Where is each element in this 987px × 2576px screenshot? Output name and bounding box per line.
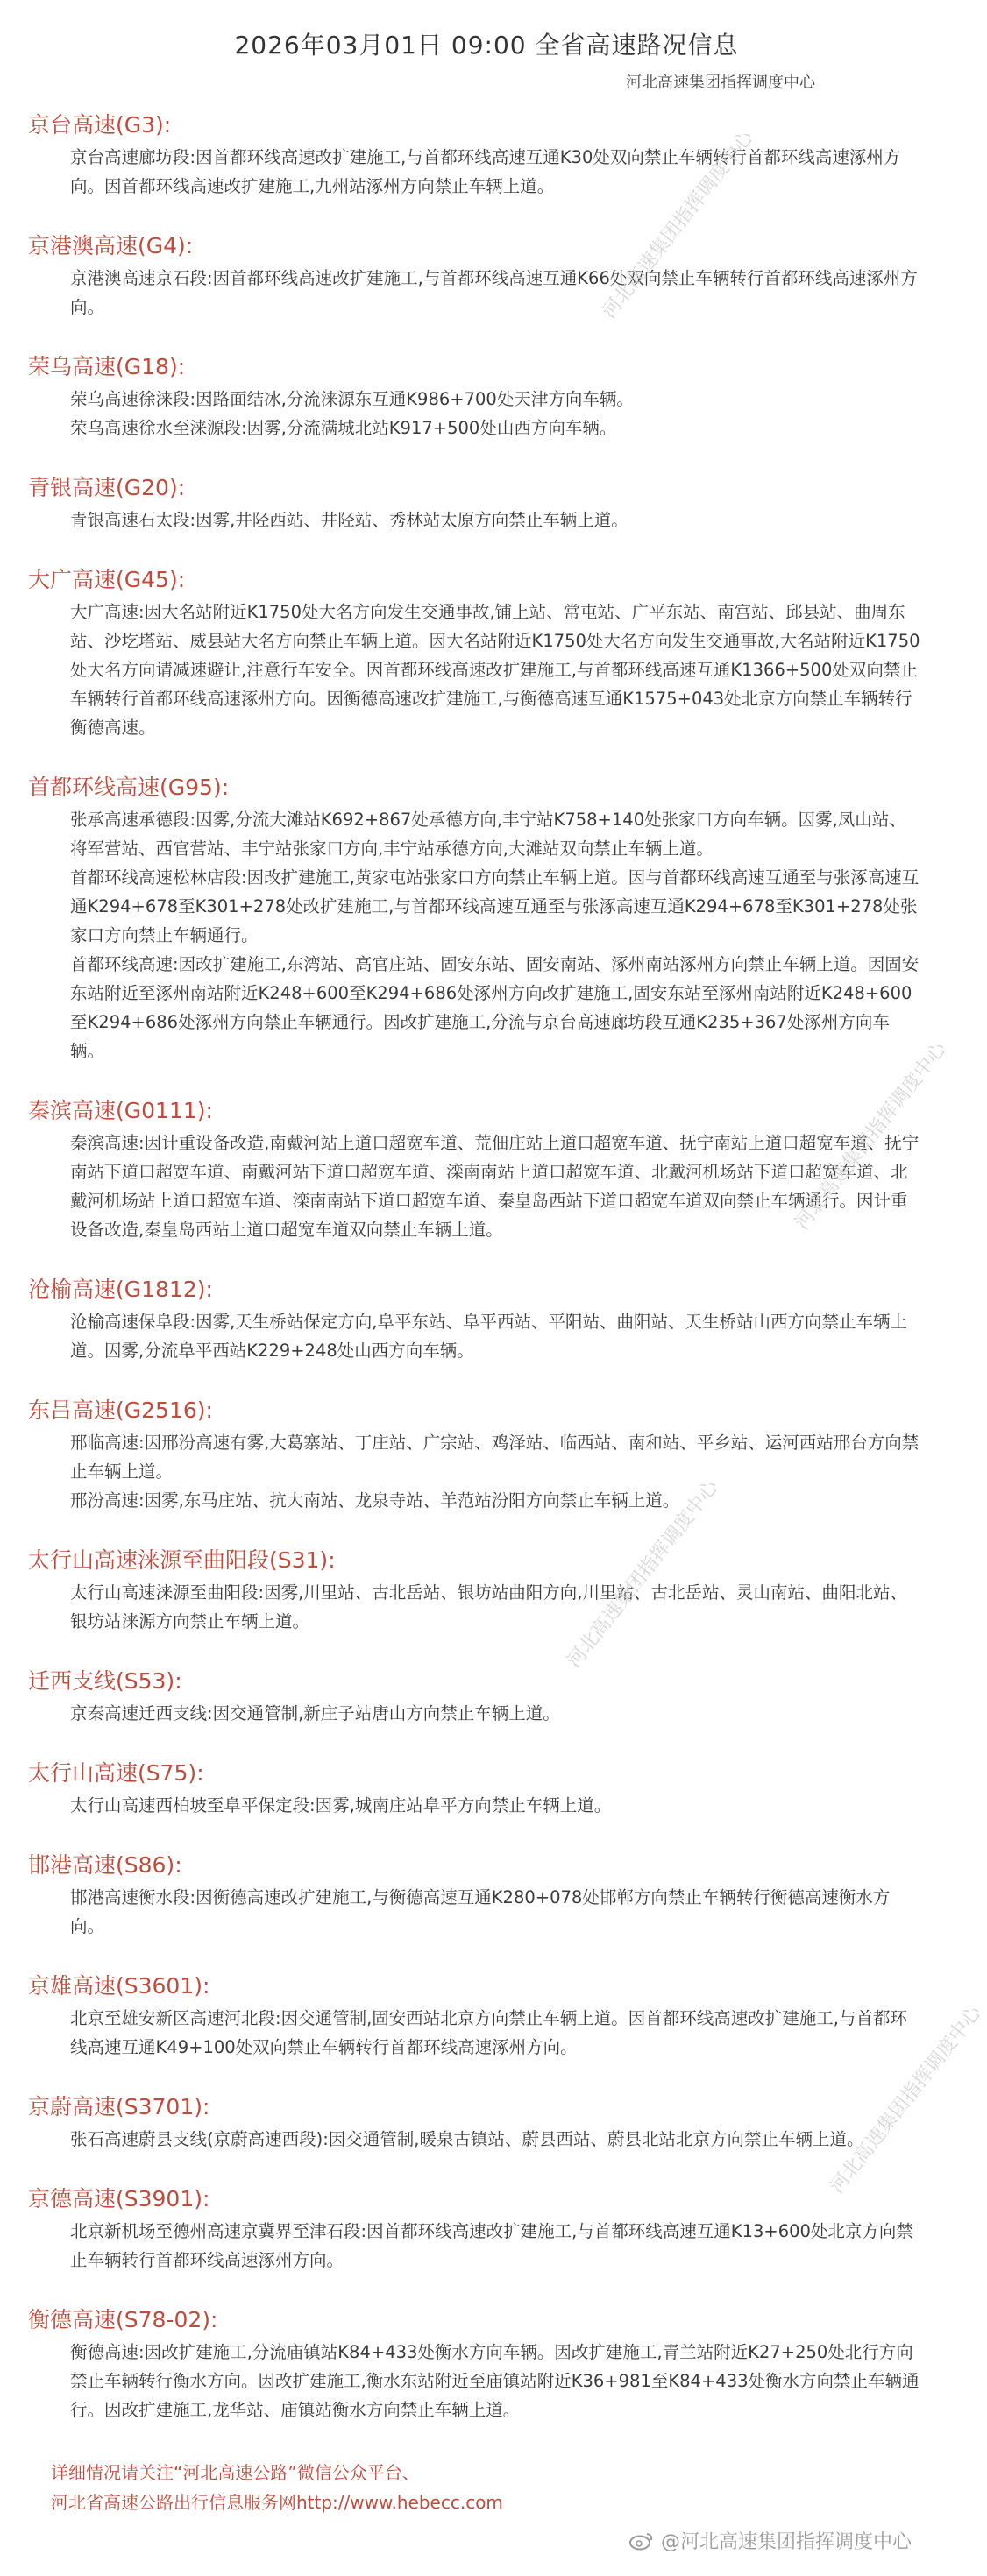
road-title: 迁西支线(S53): bbox=[28, 1668, 182, 1694]
road-title: 京雄高速(S3601): bbox=[28, 1973, 210, 1999]
road-sections bbox=[0, 110, 947, 2424]
road-section bbox=[28, 110, 920, 201]
road-section bbox=[28, 2304, 920, 2424]
diagonal-watermark: 河北高速集团指挥调度中心 bbox=[563, 1476, 723, 1673]
road-title: 京港澳高速(G4): bbox=[28, 233, 194, 258]
road-title: 衡德高速(S78-02): bbox=[28, 2307, 218, 2332]
road-title: 秦滨高速(G0111): bbox=[28, 1098, 213, 1123]
diagonal-watermark: 河北高速集团指挥调度中心 bbox=[826, 2002, 986, 2198]
page-title: 2026年03月01日 09:00 全省高速路况信息 bbox=[234, 31, 739, 60]
road-section bbox=[28, 351, 920, 442]
road-status-text: 张石高速蔚县支线(京蔚高速西段):因交通管制,暖泉古镇站、蔚县西站、蔚县北站北京方向禁止车辆上道。 bbox=[70, 2129, 864, 2149]
road-status-text: 首都环线高速:因改扩建施工,东湾站、高官庄站、固安东站、固安南站、涿州南站涿州方向禁止车辆上道。因固安东站附近至涿州南站附近K248+600至K294+686处涿州方向改扩建施工,固安东站至涿州南站附近K248+600至K294+686处涿州方向禁止车辆通行。因改扩建施工,分流与京台高速廊坊段互通K235+367处涿州方向车辆。 bbox=[70, 954, 920, 1061]
road-section bbox=[28, 1395, 920, 1515]
road-title: 太行山高速(S75): bbox=[28, 1760, 204, 1786]
road-section bbox=[28, 1666, 920, 1728]
road-status-text: 京秦高速迁西支线:因交通管制,新庄子站唐山方向禁止车辆上道。 bbox=[70, 1703, 560, 1723]
road-status-text: 张承高速承德段:因雾,分流大滩站K692+867处承德方向,丰宁站K758+140处张家口方向车辆。因雾,凤山站、将军营站、西官营站、丰宁站张家口方向,丰宁站承德方向,大滩站双向禁止车辆上道。 bbox=[70, 810, 906, 859]
road-title: 京台高速(G3): bbox=[28, 112, 172, 138]
road-section bbox=[28, 472, 920, 534]
road-status-text: 邢汾高速:因雾,东马庄站、抗大南站、龙泉寺站、羊范站汾阳方向禁止车辆上道。 bbox=[70, 1490, 680, 1511]
road-status-text: 邢临高速:因邢汾高速有雾,大葛寨站、丁庄站、广宗站、鸡泽站、临西站、南和站、平乡站、运河西站邢台方向禁止车辆上道。 bbox=[70, 1433, 920, 1482]
road-section bbox=[28, 1274, 920, 1365]
road-status-text: 京台高速廊坊段:因首都环线高速改扩建施工,与首都环线高速互通K30处双向禁止车辆转行首都环线高速涿州方向。因首都环线高速改扩建施工,九州站涿州方向禁止车辆上道。 bbox=[70, 147, 901, 196]
publisher-name: 河北高速集团指挥调度中心 bbox=[626, 74, 815, 92]
weibo-watermark bbox=[629, 2527, 912, 2554]
footer-line-2[interactable]: 河北省高速公路出行信息服务网http://www.hebecc.com bbox=[51, 2492, 503, 2513]
diagonal-watermark: 河北高速集团指挥调度中心 bbox=[791, 1038, 951, 1235]
road-status-text: 沧榆高速保阜段:因雾,天生桥站保定方向,阜平东站、阜平西站、平阳站、曲阳站、天生桥站山西方向禁止车辆上道。因雾,分流阜平西站K229+248处山西方向车辆。 bbox=[70, 1312, 907, 1361]
road-status-text: 大广高速:因大名站附近K1750处大名方向发生交通事故,铺上站、常屯站、广平东站、南宫站、邱县站、曲周东站、沙圪塔站、威县站大名方向禁止车辆上道。因大名站附近K1750处大名方向发生交通事故,大名站附近K1750处大名方向请减速避让,注意行车安全。因首都环线高速改扩建施工,与首都环线高速互通K1366+500处双向禁止车辆转行首都环线高速涿州方向。因衡德高速改扩建施工,与衡德高速互通K1575+043处北京方向禁止车辆转行衡德高速。 bbox=[70, 602, 920, 738]
road-title: 青银高速(G20): bbox=[28, 475, 186, 500]
header bbox=[0, 0, 947, 110]
road-title: 京蔚高速(S3701): bbox=[28, 2094, 210, 2120]
road-status-text: 北京至雄安新区高速河北段:因交通管制,固安西站北京方向禁止车辆上道。因首都环线高速改扩建施工,与首都环线高速互通K49+100处双向禁止车辆转行首都环线高速涿州方向。 bbox=[70, 2008, 907, 2057]
road-section bbox=[28, 2183, 920, 2275]
diagonal-watermark: 河北高速集团指挥调度中心 bbox=[598, 127, 758, 323]
road-status-text: 京港澳高速京石段:因首都环线高速改扩建施工,与首都环线高速互通K66处双向禁止车辆转行首都环线高速涿州方向。 bbox=[70, 268, 918, 317]
road-status-text: 荣乌高速徐水至涞源段:因雾,分流满城北站K917+500处山西方向车辆。 bbox=[70, 418, 617, 438]
road-title: 荣乌高速(G18): bbox=[28, 354, 186, 379]
watermark-text: @河北高速集团指挥调度中心 bbox=[660, 2531, 912, 2553]
road-title: 东吕高速(G2516): bbox=[28, 1398, 213, 1423]
road-section bbox=[28, 1095, 920, 1244]
road-section bbox=[28, 1545, 920, 1636]
road-status-text: 首都环线高速松林店段:因改扩建施工,黄家屯站张家口方向禁止车辆上道。因与首都环线高速互通至与张涿高速互通K294+678至K301+278处改扩建施工,与首都环线高速互通至与张涿高速互通K294+678至K301+278处张家口方向禁止车辆通行。 bbox=[70, 867, 920, 945]
road-section bbox=[28, 1758, 920, 1820]
road-section bbox=[28, 564, 920, 742]
road-title: 大广高速(G45): bbox=[28, 567, 186, 592]
road-section bbox=[28, 230, 920, 322]
road-status-text: 青银高速石太段:因雾,井陉西站、井陉站、秀林站太原方向禁止车辆上道。 bbox=[70, 510, 628, 530]
road-section bbox=[28, 2091, 920, 2154]
road-title: 首都环线高速(G95): bbox=[28, 775, 230, 800]
footer-line-1: 详细情况请关注“河北高速公路”微信公众平台、 bbox=[51, 2462, 420, 2483]
road-title: 京德高速(S3901): bbox=[28, 2186, 210, 2212]
road-status-text: 邯港高速衡水段:因衡德高速改扩建施工,与衡德高速互通K280+078处邯郸方向禁止车辆转行衡德高速衡水方向。 bbox=[70, 1887, 891, 1936]
road-status-text: 秦滨高速:因计重设备改造,南戴河站上道口超宽车道、荒佃庄站上道口超宽车道、抚宁南站上道口超宽车道、抚宁南站下道口超宽车道、南戴河站下道口超宽车道、滦南南站上道口超宽车道、北戴河机场站下道口超宽车道、北戴河机场站上道口超宽车道、滦南南站下道口超宽车道、秦皇岛西站下道口超宽车道双向禁止车辆通行。因计重设备改造,秦皇岛西站上道口超宽车道双向禁止车辆上道。 bbox=[70, 1133, 920, 1240]
road-status-text: 太行山高速涞源至曲阳段:因雾,川里站、古北岳站、银坊站曲阳方向,川里站、古北岳站、灵山南站、曲阳北站、银坊站涞源方向禁止车辆上道。 bbox=[70, 1582, 907, 1631]
road-status-text: 衡德高速:因改扩建施工,分流庙镇站K84+433处衡水方向车辆。因改扩建施工,青兰站附近K27+250处北行方向禁止车辆转行衡水方向。因改扩建施工,衡水东站附近至庙镇站附近K36+981至K84+433处衡水方向禁止车辆通行。因改扩建施工,龙华站、庙镇站衡水方向禁止车辆上道。 bbox=[70, 2342, 920, 2420]
road-title: 太行山高速涞源至曲阳段(S31): bbox=[28, 1547, 336, 1573]
road-status-text: 北京新机场至德州高速京冀界至津石段:因首都环线高速改扩建施工,与首都环线高速互通K13+600处北京方向禁止车辆转行首都环线高速涿州方向。 bbox=[70, 2221, 913, 2270]
weibo-icon bbox=[629, 2531, 654, 2551]
road-status-text: 太行山高速西柏坡至阜平保定段:因雾,城南庄站阜平方向禁止车辆上道。 bbox=[70, 1795, 612, 1815]
road-section bbox=[28, 772, 920, 1065]
road-status-text: 荣乌高速徐涞段:因路面结冰,分流涞源东互通K986+700处天津方向车辆。 bbox=[70, 389, 634, 409]
footer bbox=[0, 2454, 947, 2517]
road-title: 邯港高速(S86): bbox=[28, 1852, 182, 1878]
road-title: 沧榆高速(G1812): bbox=[28, 1277, 213, 1302]
road-section bbox=[28, 1971, 920, 2062]
road-section bbox=[28, 1850, 920, 1941]
